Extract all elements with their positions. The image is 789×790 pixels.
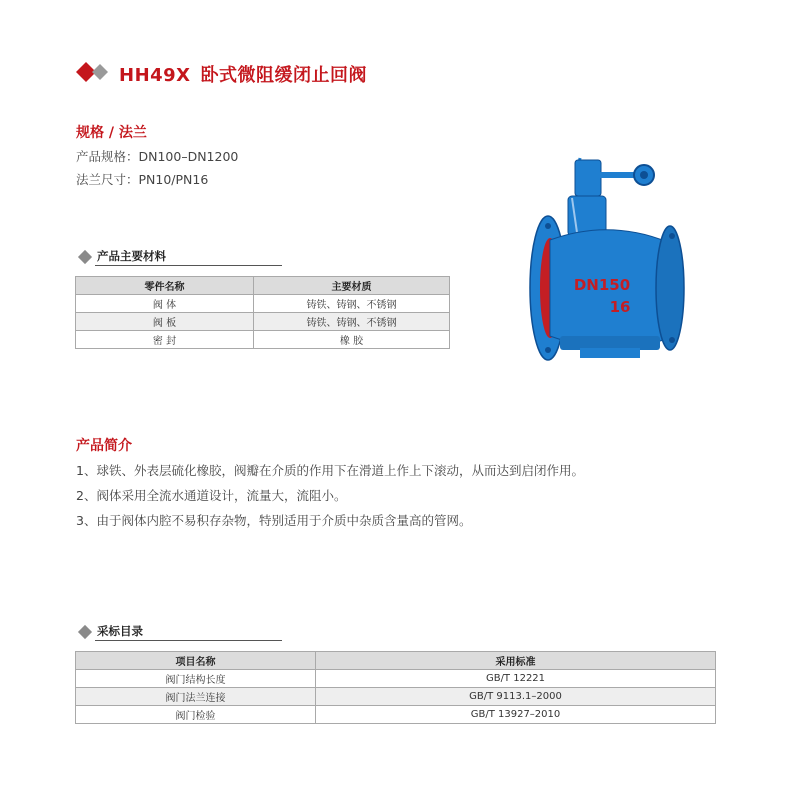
valve-product-image — [520, 148, 690, 388]
intro-section-title: 产品简介 — [76, 438, 132, 454]
table-cell: 阀 体 — [76, 295, 254, 313]
section-underline — [95, 265, 282, 266]
table-cell: 阀门法兰连接 — [76, 688, 316, 706]
column-header: 主要材质 — [254, 277, 450, 295]
valve-body-label-top: DN150 — [573, 276, 631, 294]
spec-size-line: 产品规格：DN100–DN1200 — [76, 149, 239, 164]
column-header: 零件名称 — [76, 277, 254, 295]
table-cell: GB/T 13927–2010 — [316, 706, 716, 724]
table-cell: GB/T 12221 — [316, 670, 716, 688]
table-cell: 橡 胶 — [254, 331, 450, 349]
spec-flange-line: 法兰尺寸：PN10/PN16 — [76, 172, 209, 187]
diamond-bullet-icon — [78, 625, 92, 639]
table-cell: 铸铁、铸钢、不锈钢 — [254, 295, 450, 313]
materials-section-title: 产品主要材料 — [97, 249, 166, 263]
table-cell: 密 封 — [76, 331, 254, 349]
table-row — [76, 313, 450, 331]
intro-line: 2、阀体采用全流水通道设计，流量大，流阻小。 — [76, 488, 347, 503]
valve-body-label-bottom: 16 — [609, 298, 631, 316]
column-header: 项目名称 — [76, 652, 316, 670]
table-row — [76, 331, 450, 349]
table-cell: 阀 板 — [76, 313, 254, 331]
table-row — [76, 295, 450, 313]
table-cell: 阀门结构长度 — [76, 670, 316, 688]
logo-diamonds-icon — [76, 62, 112, 82]
product-name: 卧式微阻缓闭止回阀 — [200, 65, 368, 86]
diamond-bullet-icon — [78, 250, 92, 264]
table-cell: 铸铁、铸钢、不锈钢 — [254, 313, 450, 331]
intro-line: 3、由于阀体内腔不易积存杂物，特别适用于介质中杂质含量高的管网。 — [76, 513, 472, 528]
column-header: 采用标准 — [316, 652, 716, 670]
spec-section-title: 规格 / 法兰 — [76, 125, 147, 141]
standards-table — [75, 651, 716, 724]
model-code: HH49X — [119, 65, 191, 86]
intro-line: 1、球铁、外表层硫化橡胶，阀瓣在介质的作用下在滑道上作上下滚动，从而达到启闭作用。 — [76, 463, 584, 478]
standards-section-title: 采标目录 — [97, 624, 143, 638]
table-cell: GB/T 9113.1–2000 — [316, 688, 716, 706]
table-row — [76, 670, 716, 688]
materials-table — [75, 276, 450, 349]
table-row — [76, 706, 716, 724]
table-cell: 阀门检验 — [76, 706, 316, 724]
table-row — [76, 688, 716, 706]
table-header-row — [76, 652, 716, 670]
page-title — [119, 61, 367, 87]
section-underline — [95, 640, 282, 641]
table-header-row — [76, 277, 450, 295]
